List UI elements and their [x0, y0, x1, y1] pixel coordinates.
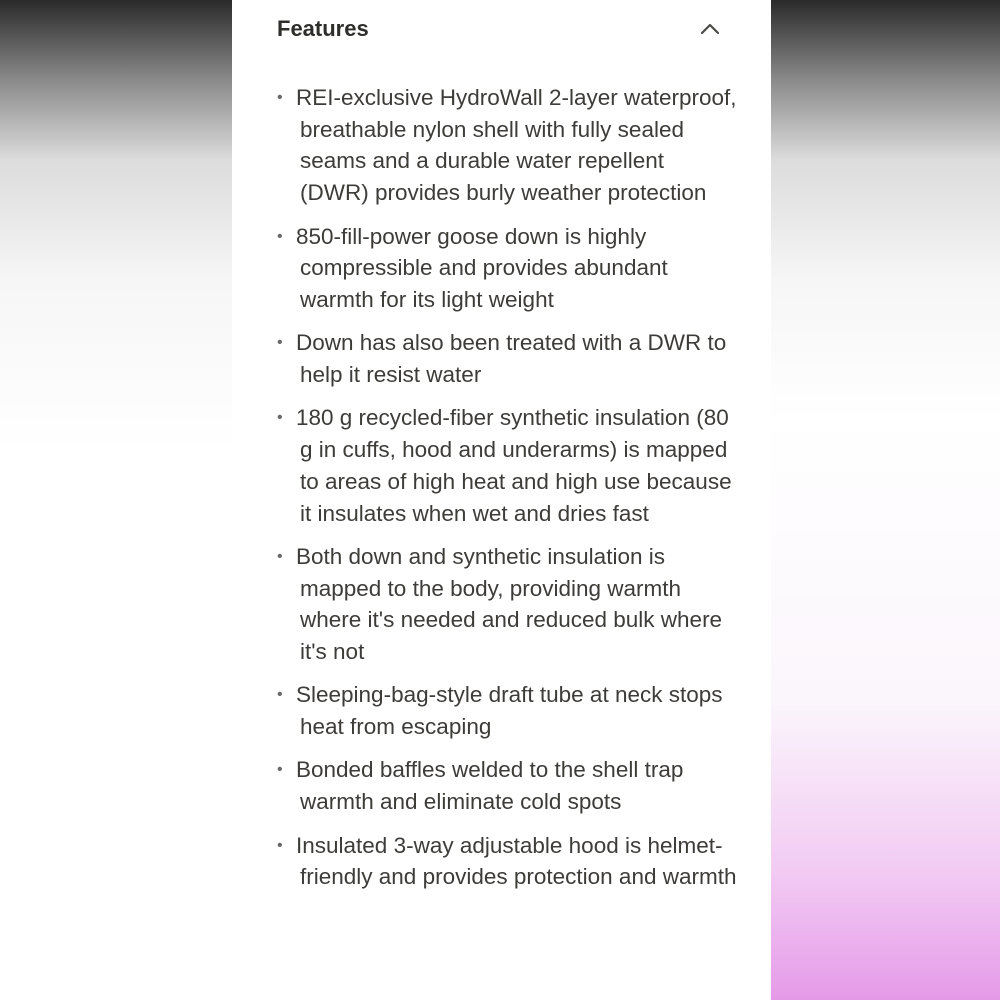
background-left: [0, 0, 232, 1000]
bullet-icon: •: [277, 227, 283, 245]
feature-text: Bonded baffles welded to the shell trap warmth and eliminate cold spots: [296, 757, 684, 815]
feature-text: Both down and synthetic insulation is mapped to the body, providing warmth where it's needed and reduced bulk where it's not: [296, 543, 723, 664]
background-right: [771, 0, 1000, 1000]
feature-text: REI-exclusive HydroWall 2-layer waterproof, breathable nylon shell with fully sealed seams and a durable water repellent (DWR) provides burly weather protection: [296, 85, 737, 206]
feature-text: Insulated 3-way adjustable hood is helmet-friendly and provides protection and warmth: [296, 832, 737, 890]
bullet-icon: •: [277, 409, 283, 427]
bullet-icon: •: [277, 334, 283, 352]
list-item: [277, 82, 737, 209]
list-item: [277, 541, 737, 668]
feature-text: Sleeping-bag-style draft tube at neck stops heat from escaping: [296, 682, 723, 740]
list-item: [277, 221, 737, 316]
features-accordion-header[interactable]: [277, 14, 723, 44]
section-title: Features: [277, 16, 369, 41]
bullet-icon: •: [277, 547, 283, 565]
features-panel: [232, 0, 771, 1000]
list-item: [277, 830, 737, 893]
collapse-button[interactable]: [697, 16, 723, 42]
feature-text: 850-fill-power goose down is highly compressible and provides abundant warmth for its light weight: [296, 223, 668, 312]
list-item: [277, 327, 737, 390]
list-item: [277, 402, 737, 529]
features-list: [277, 82, 737, 905]
feature-text: Down has also been treated with a DWR to help it resist water: [296, 330, 727, 387]
chevron-up-icon: [697, 16, 723, 42]
bullet-icon: •: [277, 89, 283, 106]
feature-text: 180 g recycled-fiber synthetic insulation (80 g in cuffs, hood and underarms) is mapped to areas of high heat and high use because it insulates when wet and dries fast: [296, 405, 732, 526]
bullet-icon: •: [277, 686, 283, 704]
bullet-icon: •: [277, 761, 283, 779]
list-item: [277, 679, 737, 742]
bullet-icon: •: [277, 836, 283, 854]
list-item: [277, 754, 737, 817]
